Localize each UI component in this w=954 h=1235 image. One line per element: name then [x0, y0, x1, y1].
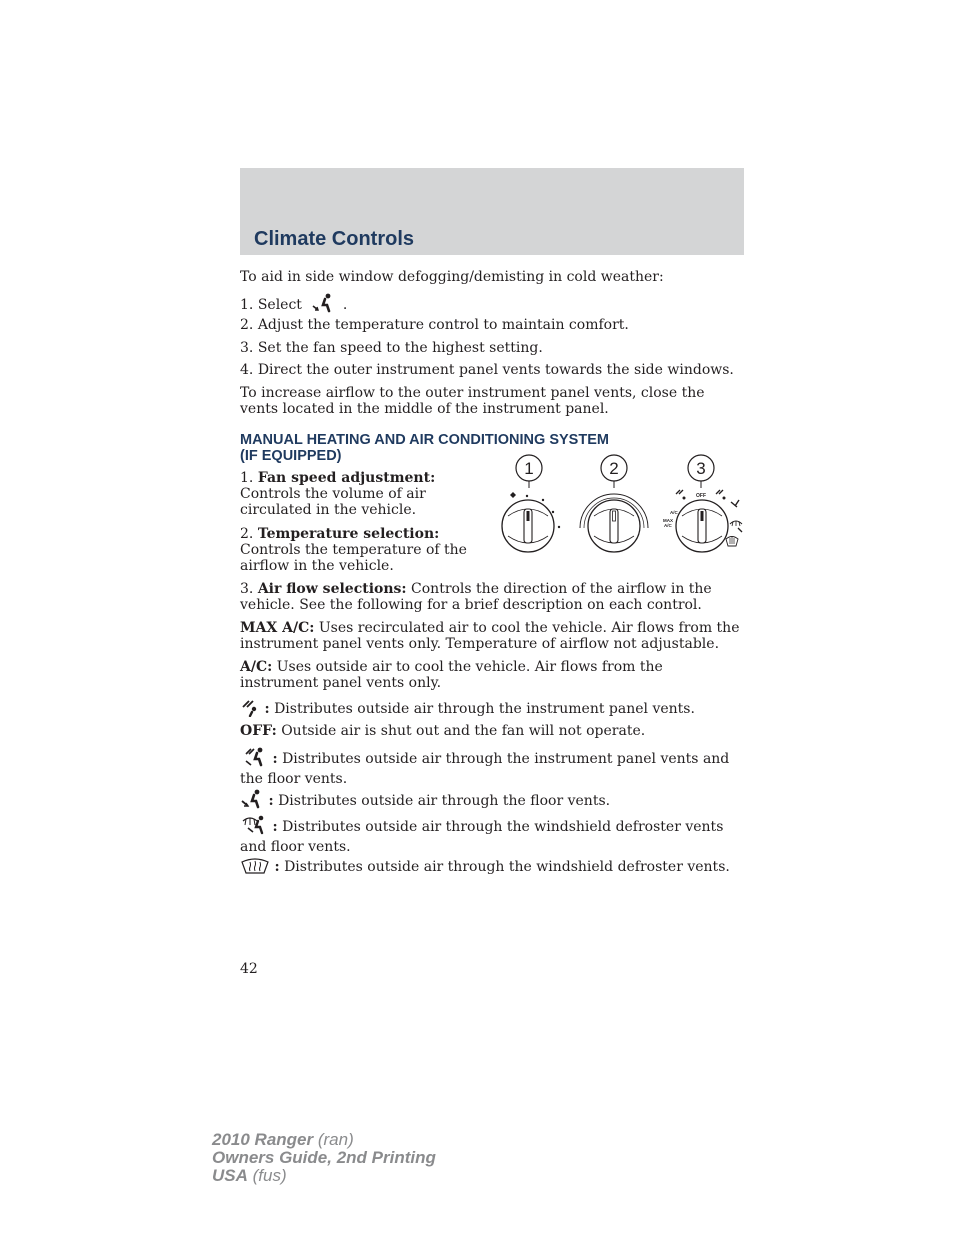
callout-3-label: 3	[696, 459, 706, 478]
step-2	[240, 317, 744, 333]
mode-defrost-text: Distributes outside air through the windshield defroster vents.	[284, 859, 730, 875]
step-1-text: Select	[257, 297, 302, 313]
step-1-num: 1.	[240, 297, 254, 313]
mode-defrost-sep: :	[274, 859, 280, 875]
floor-vent-icon	[312, 293, 334, 317]
item-2-label: Temperature selection:	[257, 526, 440, 542]
knob-floor-defrost-icon	[730, 521, 742, 532]
knob-defrost-icon	[726, 537, 738, 547]
mode-floor-sep: :	[268, 793, 274, 809]
knob-ac-label: A/C	[670, 510, 678, 515]
mode-max-ac	[240, 620, 744, 652]
page-number: 42	[240, 961, 258, 977]
mode-panel	[240, 699, 744, 721]
item-3-text: Controls the direction of the airflow in the vehicle. See the following for a brief description on each control.	[240, 581, 712, 613]
footer-market-code: (fus)	[247, 1166, 287, 1185]
defrost-icon	[240, 857, 270, 879]
callout-2-label: 2	[609, 459, 619, 478]
step-1-after: .	[342, 297, 348, 313]
mode-off-label: OFF:	[240, 723, 277, 739]
callout-3	[688, 455, 714, 488]
floor-defrost-icon	[242, 815, 268, 839]
panel-vent-icon	[240, 699, 260, 721]
callout-2	[601, 455, 627, 488]
mode-ac-text: Uses outside air to cool the vehicle. Air flows from the instrument panel vents only.	[240, 659, 663, 691]
temperature-knob	[580, 494, 648, 552]
item-3-label: Air flow selections:	[257, 581, 407, 597]
item-fan-speed	[240, 470, 496, 518]
step-2-text: Adjust the temperature control to maintain comfort.	[257, 317, 629, 333]
mode-panel-floor-text: Distributes outside air through the instrument panel vents and the floor vents.	[240, 751, 730, 787]
document-footer	[212, 1131, 436, 1185]
item-1-text: Controls the volume of air circulated in the vehicle.	[240, 486, 426, 518]
mode-ac-label: A/C:	[240, 659, 273, 675]
airflow-knob	[663, 490, 742, 552]
mode-floor-text: Distributes outside air through the floor vents.	[278, 793, 611, 809]
mode-max-ac-label: MAX A/C:	[240, 620, 315, 636]
airflow-note: To increase airflow to the outer instrument panel vents, close the vents located in the middle of the instrument panel.	[240, 385, 705, 417]
step-4-text: Direct the outer instrument panel vents towards the side windows.	[257, 362, 734, 378]
footer-model: 2010 Ranger	[212, 1130, 314, 1149]
mode-floor-defrost-sep: :	[272, 819, 278, 835]
mode-panel-sep: :	[264, 701, 270, 717]
step-3-text: Set the fan speed to the highest setting.	[257, 340, 543, 356]
floor-vent-icon	[240, 789, 264, 813]
step-1	[240, 293, 744, 317]
footer-line-2: Owners Guide, 2nd Printing	[212, 1148, 436, 1167]
knob-panel-vent-icon	[676, 490, 686, 500]
footer-line-3	[212, 1167, 436, 1185]
item-temperature	[240, 526, 480, 574]
item-airflow	[240, 581, 744, 613]
climate-control-diagram	[498, 452, 752, 558]
item-1-num: 1.	[240, 470, 254, 486]
header-band	[240, 168, 744, 255]
callout-1-label: 1	[524, 459, 534, 478]
knob-off-label: OFF	[696, 493, 706, 499]
mode-panel-floor-sep: :	[272, 751, 278, 767]
knob-max-label-2: A/C	[664, 523, 672, 528]
callout-1	[516, 455, 542, 488]
mode-panel-floor	[240, 747, 744, 787]
mode-floor-defrost-text: Distributes outside air through the windshield defroster vents and floor vents.	[240, 819, 724, 855]
knob-panel-floor-icon	[716, 490, 726, 500]
mode-defrost	[240, 857, 744, 879]
section-heading-line2: (IF EQUIPPED)	[240, 448, 342, 464]
knob-max-label-1: MAX	[663, 518, 673, 523]
mode-off	[240, 723, 744, 739]
item-2-num: 2.	[240, 526, 254, 542]
footer-market: USA	[212, 1166, 248, 1185]
mode-floor-defrost	[240, 815, 744, 855]
panel-floor-vent-icon	[244, 747, 268, 771]
fan-speed-knob	[502, 492, 560, 552]
item-1-label: Fan speed adjustment:	[257, 470, 436, 486]
mode-panel-text: Distributes outside air through the instrument panel vents.	[274, 701, 695, 717]
page-title: Climate Controls	[254, 228, 415, 250]
item-2-text: Controls the temperature of the airflow in the vehicle.	[240, 542, 467, 574]
knob-floor-icon	[731, 500, 739, 507]
fan-icon	[510, 492, 516, 498]
step-2-num: 2.	[240, 317, 254, 333]
footer-line-1	[212, 1131, 436, 1149]
mode-floor	[240, 789, 744, 813]
mode-off-text: Outside air is shut out and the fan will not operate.	[281, 723, 646, 739]
section-heading-line1: MANUAL HEATING AND AIR CONDITIONING SYSTEM	[240, 432, 609, 448]
intro-lead: To aid in side window defogging/demisting in cold weather:	[240, 269, 664, 285]
step-3	[240, 340, 744, 356]
mode-ac	[240, 659, 744, 691]
footer-model-code: (ran)	[313, 1130, 354, 1149]
step-4-num: 4.	[240, 362, 254, 378]
mode-max-ac-text: Uses recirculated air to cool the vehicle. Air flows from the instrument panel vents only. Temperature of airflow not adjustable.	[240, 620, 740, 652]
item-3-num: 3.	[240, 581, 254, 597]
step-4	[240, 362, 744, 378]
step-3-num: 3.	[240, 340, 254, 356]
